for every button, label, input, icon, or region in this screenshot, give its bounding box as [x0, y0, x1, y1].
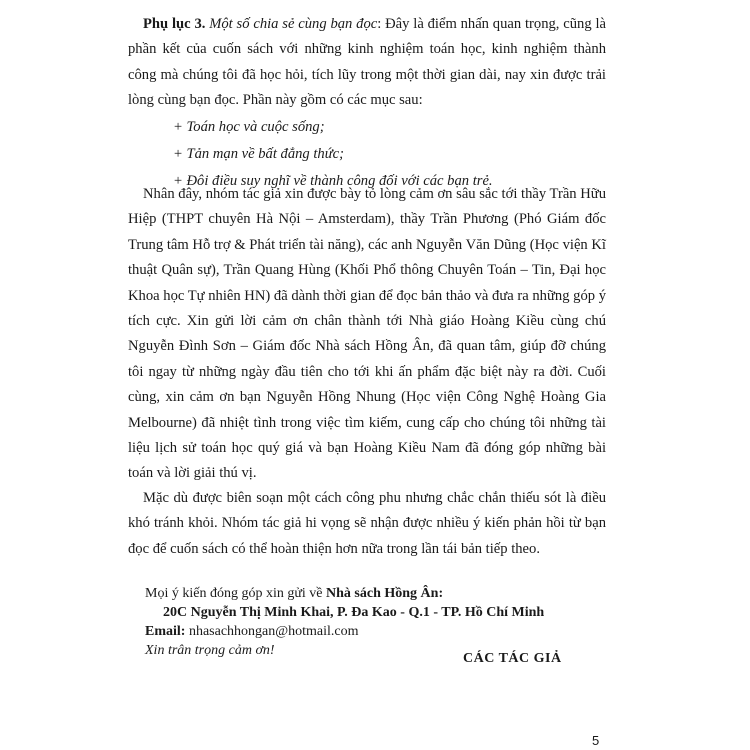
- appendix-intro: [128, 12, 606, 114]
- thanks-paragraph: Nhân đây, nhóm tác giả xin được bày tỏ lòng cảm ơn sâu sắc tới thầy Trần Hữu Hiệp (THPT chuyên Hà Nội – Amsterdam), thầy Trần Phương (Phó Giám đốc Trung tâm Hỗ trợ & Phát triển tài năng), các anh Nguyễn Văn Dũng (Học viện Kĩ thuật Quân sự), Trần Quang Hùng (Khối Phổ thông Chuyên Toán – Tin, Đại học Khoa học Tự nhiên HN) đã dành thời gian để đọc bản thảo và đưa ra những góp ý tích cực. Xin gửi lời cảm ơn chân thành tới Nhà giáo Hoàng Kiều cùng chú Nguyễn Đình Sơn – Giám đốc Nhà sách Hồng Ân, đã quan tâm, giúp đỡ chúng tôi ngay từ những ngày đầu tiên cho tới khi ấn phẩm đặc biệt này ra đời. Cuối cùng, xin cảm ơn bạn Nguyễn Hồng Nhung (Học viện Công Nghệ Hoàng Gia Melbourne) đã nhiệt tình trong việc tìm kiếm, cung cấp cho chúng tôi những tài liệu lịch sử toán học quý giá và bạn Hoàng Kiều Nam đã đóng góp những bài toán và lời giải thú vị.: [128, 186, 606, 482]
- appendix-section: [128, 12, 606, 195]
- signature: CÁC TÁC GIẢ: [463, 651, 562, 666]
- email-address: nhasachhongan@hotmail.com: [185, 624, 359, 639]
- appendix-title: Một số chia sẻ cùng bạn đọc: [209, 16, 378, 32]
- email-line: [145, 622, 615, 641]
- publisher-name: Nhà sách Hồng Ân:: [326, 586, 444, 601]
- list-item: + Đôi điều suy nghĩ về thành công đối với các bạn trẻ.: [173, 172, 493, 189]
- contact-block: [145, 584, 615, 660]
- page-number: 5: [592, 733, 600, 748]
- thanks-section: [128, 182, 606, 487]
- list-item: + Tản mạn về bất đẳng thức;: [173, 145, 345, 162]
- closing-section: [128, 486, 606, 562]
- appendix-label: Phụ lục 3.: [143, 16, 206, 32]
- contact-intro: Mọi ý kiến đóng góp xin gửi về Nhà sách Hồng Ân:: [145, 586, 444, 601]
- closing-thanks: Xin trân trọng cảm ơn!: [145, 643, 275, 658]
- email-label: Email:: [145, 624, 186, 639]
- publisher-address: 20C Nguyễn Thị Minh Khai, P. Đa Kao - Q.1 - TP. Hồ Chí Minh: [163, 605, 545, 620]
- list-item: + Toán học và cuộc sống;: [173, 118, 325, 135]
- closing-paragraph: Mặc dù được biên soạn một cách công phu nhưng chắc chắn thiếu sót là điều khó tránh khỏi. Nhóm tác giả hi vọng sẽ nhận được nhiều ý kiến phản hồi từ bạn đọc để cuốn sách có thể hoàn thiện hơn nữa trong lần tái bản tiếp theo.: [128, 490, 606, 557]
- appendix-text: : Đây là điểm nhấn quan trọng, cũng là phần kết của cuốn sách với những kinh nghiệm toán học, kinh nghiệm thành công mà chúng tôi đã học hỏi, tích lũy trong một thời gian dài, nay xin được trải lòng cùng bạn đọc. Phần này gồm có các mục sau:: [128, 16, 606, 109]
